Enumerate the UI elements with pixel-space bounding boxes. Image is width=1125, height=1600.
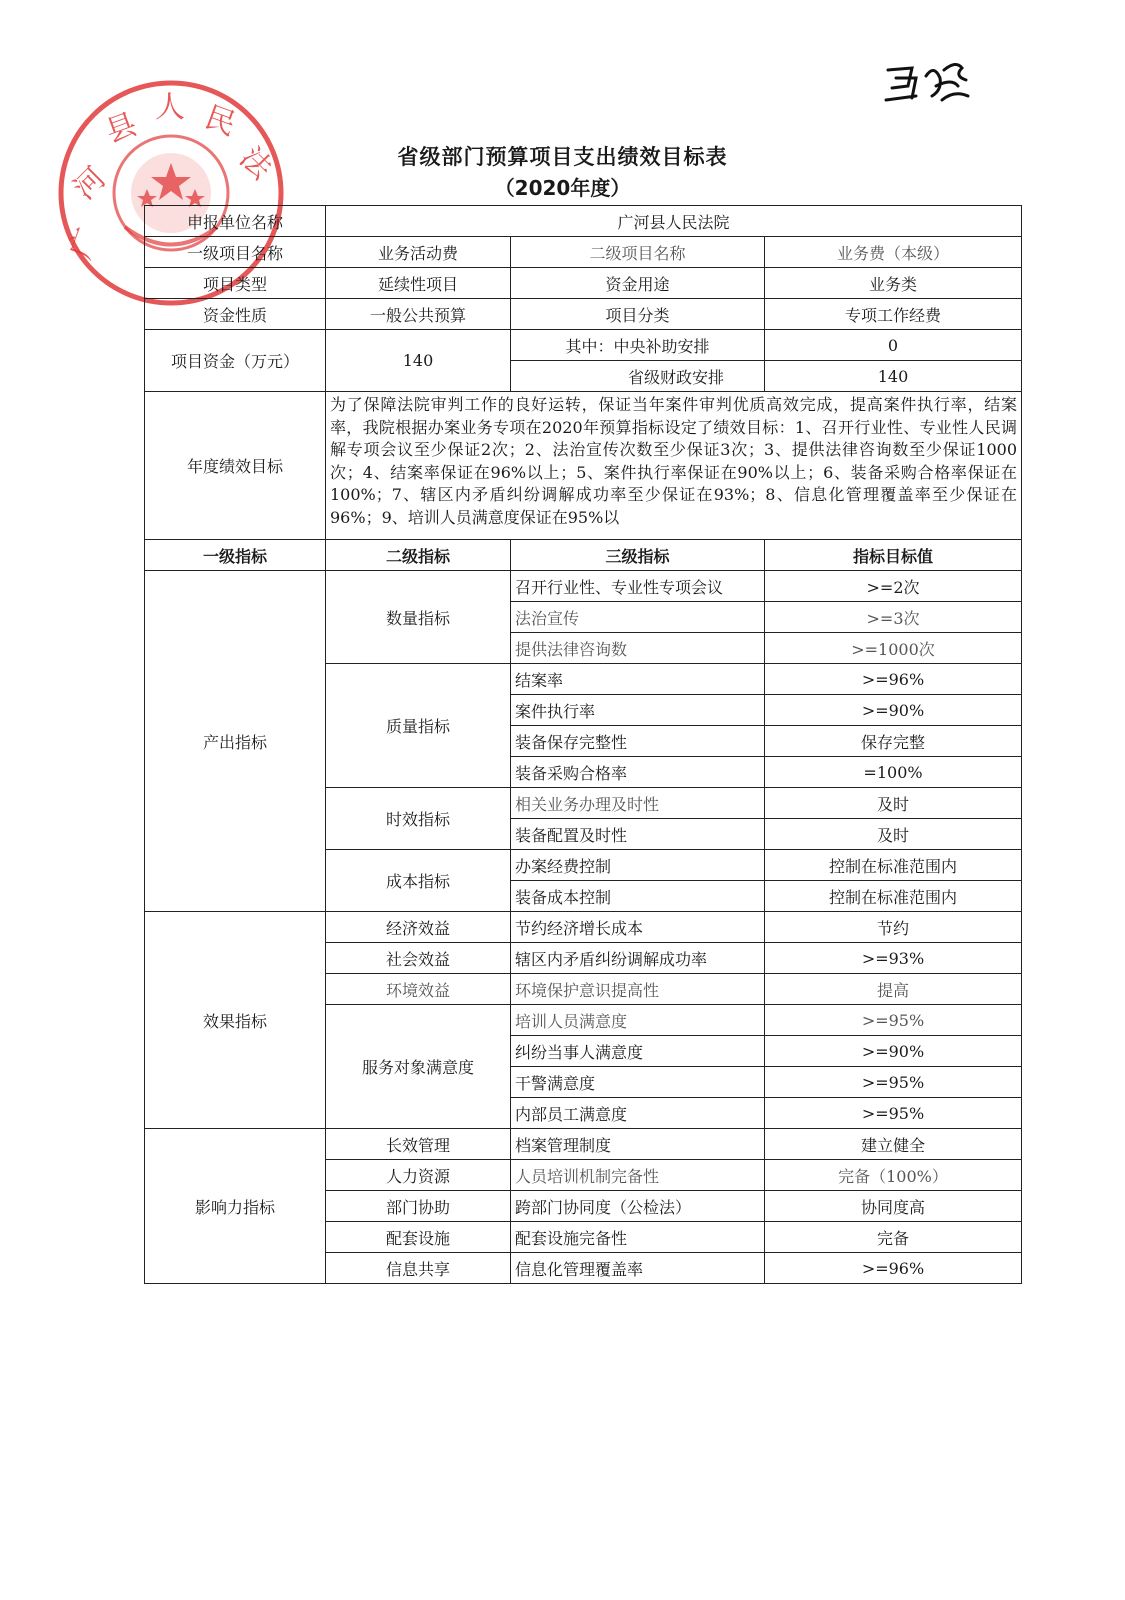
- l2-quantity: 数量指标: [326, 571, 511, 664]
- target-value: >=90%: [765, 1036, 1022, 1067]
- l3-item: 召开行业性、专业性专项会议: [511, 571, 765, 602]
- lvl2-value: 业务费（本级）: [765, 237, 1022, 268]
- unit-label: 申报单位名称: [145, 206, 326, 237]
- target-value: 完备（100%）: [765, 1160, 1022, 1191]
- l3-item: 跨部门协同度（公检法）: [511, 1191, 765, 1222]
- l3-item: 装备保存完整性: [511, 726, 765, 757]
- l2-economic: 经济效益: [326, 912, 511, 943]
- group-output: 产出指标: [145, 571, 326, 912]
- type-value: 延续性项目: [326, 268, 511, 299]
- header-level1: 一级指标: [145, 540, 326, 571]
- central-label: 其中：中央补助安排: [511, 330, 765, 361]
- target-value: >=96%: [765, 1253, 1022, 1284]
- l3-item: 相关业务办理及时性: [511, 788, 765, 819]
- central-value: 0: [765, 330, 1022, 361]
- group-effect: 效果指标: [145, 912, 326, 1129]
- target-value: 控制在标准范围内: [765, 850, 1022, 881]
- l2-cost: 成本指标: [326, 850, 511, 912]
- header-target: 指标目标值: [765, 540, 1022, 571]
- lvl1-label: 一级项目名称: [145, 237, 326, 268]
- target-value: >=1000次: [765, 633, 1022, 664]
- svg-text:县: 县: [101, 106, 142, 151]
- target-value: >=95%: [765, 1067, 1022, 1098]
- l3-item: 提供法律咨询数: [511, 633, 765, 664]
- l3-item: 档案管理制度: [511, 1129, 765, 1160]
- document-title: 省级部门预算项目支出绩效目标表: [397, 145, 728, 169]
- l3-item: 装备采购合格率: [511, 757, 765, 788]
- category-label: 项目分类: [511, 299, 765, 330]
- l3-item: 辖区内矛盾纠纷调解成功率: [511, 943, 765, 974]
- l2-hr: 人力资源: [326, 1160, 511, 1191]
- target-value: 控制在标准范围内: [765, 881, 1022, 912]
- target-value: 及时: [765, 819, 1022, 850]
- l3-item: 办案经费控制: [511, 850, 765, 881]
- target-value: 节约: [765, 912, 1022, 943]
- fund-value: 140: [326, 330, 511, 392]
- target-value: >=93%: [765, 943, 1022, 974]
- type-label: 项目类型: [145, 268, 326, 299]
- svg-text:人: 人: [155, 90, 185, 125]
- l2-info: 信息共享: [326, 1253, 511, 1284]
- l3-item: 配套设施完备性: [511, 1222, 765, 1253]
- l3-item: 法治宣传: [511, 602, 765, 633]
- nature-label: 资金性质: [145, 299, 326, 330]
- target-value: 协同度高: [765, 1191, 1022, 1222]
- l2-environment: 环境效益: [326, 974, 511, 1005]
- l3-item: 信息化管理覆盖率: [511, 1253, 765, 1284]
- target-value: >=3次: [765, 602, 1022, 633]
- svg-text:广: 广: [63, 223, 107, 264]
- l3-item: 装备成本控制: [511, 881, 765, 912]
- document-subtitle: （2020年度）: [494, 176, 631, 200]
- l3-item: 内部员工满意度: [511, 1098, 765, 1129]
- l2-quality: 质量指标: [326, 664, 511, 788]
- nature-value: 一般公共预算: [326, 299, 511, 330]
- group-impact: 影响力指标: [145, 1129, 326, 1284]
- l3-item: 装备配置及时性: [511, 819, 765, 850]
- lvl2-label: 二级项目名称: [511, 237, 765, 268]
- target-value: >=95%: [765, 1098, 1022, 1129]
- target-value: 保存完整: [765, 726, 1022, 757]
- l3-item: 节约经济增长成本: [511, 912, 765, 943]
- goal-label: 年度绩效目标: [145, 392, 326, 540]
- l3-item: 培训人员满意度: [511, 1005, 765, 1036]
- category-value: 专项工作经费: [765, 299, 1022, 330]
- usage-value: 业务类: [765, 268, 1022, 299]
- usage-label: 资金用途: [511, 268, 765, 299]
- target-value: 及时: [765, 788, 1022, 819]
- target-value: >=2次: [765, 571, 1022, 602]
- unit-value: 广河县人民法院: [326, 206, 1022, 237]
- l2-timeliness: 时效指标: [326, 788, 511, 850]
- target-value: 完备: [765, 1222, 1022, 1253]
- l2-satisfaction: 服务对象满意度: [326, 1005, 511, 1129]
- l3-item: 干警满意度: [511, 1067, 765, 1098]
- target-value: >=90%: [765, 695, 1022, 726]
- target-value: 提高: [765, 974, 1022, 1005]
- l2-facility: 配套设施: [326, 1222, 511, 1253]
- l3-item: 纠纷当事人满意度: [511, 1036, 765, 1067]
- target-value: >=95%: [765, 1005, 1022, 1036]
- svg-text:民: 民: [200, 99, 241, 143]
- l2-coop: 部门协助: [326, 1191, 511, 1222]
- l3-item: 结案率: [511, 664, 765, 695]
- header-level2: 二级指标: [326, 540, 511, 571]
- provincial-label: 省级财政安排: [511, 361, 765, 392]
- l3-item: 案件执行率: [511, 695, 765, 726]
- l2-longterm: 长效管理: [326, 1129, 511, 1160]
- lvl1-value: 业务活动费: [326, 237, 511, 268]
- fund-label: 项目资金（万元）: [145, 330, 326, 392]
- target-value: >=96%: [765, 664, 1022, 695]
- header-level3: 三级指标: [511, 540, 765, 571]
- performance-target-table: [144, 205, 1022, 1284]
- svg-text:法: 法: [232, 140, 279, 187]
- l3-item: 人员培训机制完备性: [511, 1160, 765, 1191]
- handwritten-signature: [882, 56, 972, 112]
- l2-social: 社会效益: [326, 943, 511, 974]
- target-value: 建立健全: [765, 1129, 1022, 1160]
- svg-text:河: 河: [67, 160, 114, 207]
- goal-text: 为了保障法院审判工作的良好运转，保证当年案件审判优质高效完成，提高案件执行率，结案率，我院根据办案业务专项在2020年预算指标设定了绩效目标：1、召开行业性、专业性人民调解专项会议至少保证2次；2、法治宣传次数至少保证3次；3、提供法律咨询数至少保证1000次；4、结案率保证在96%以上；5、案件执行率保证在90%以上；6、装备采购合格率保证在100%；7、辖区内矛盾纠纷调解成功率至少保证在93%；8、信息化管理覆盖率至少保证在96%；9、培训人员满意度保证在95%以: [326, 392, 1022, 540]
- provincial-value: 140: [765, 361, 1022, 392]
- target-value: =100%: [765, 757, 1022, 788]
- l3-item: 环境保护意识提高性: [511, 974, 765, 1005]
